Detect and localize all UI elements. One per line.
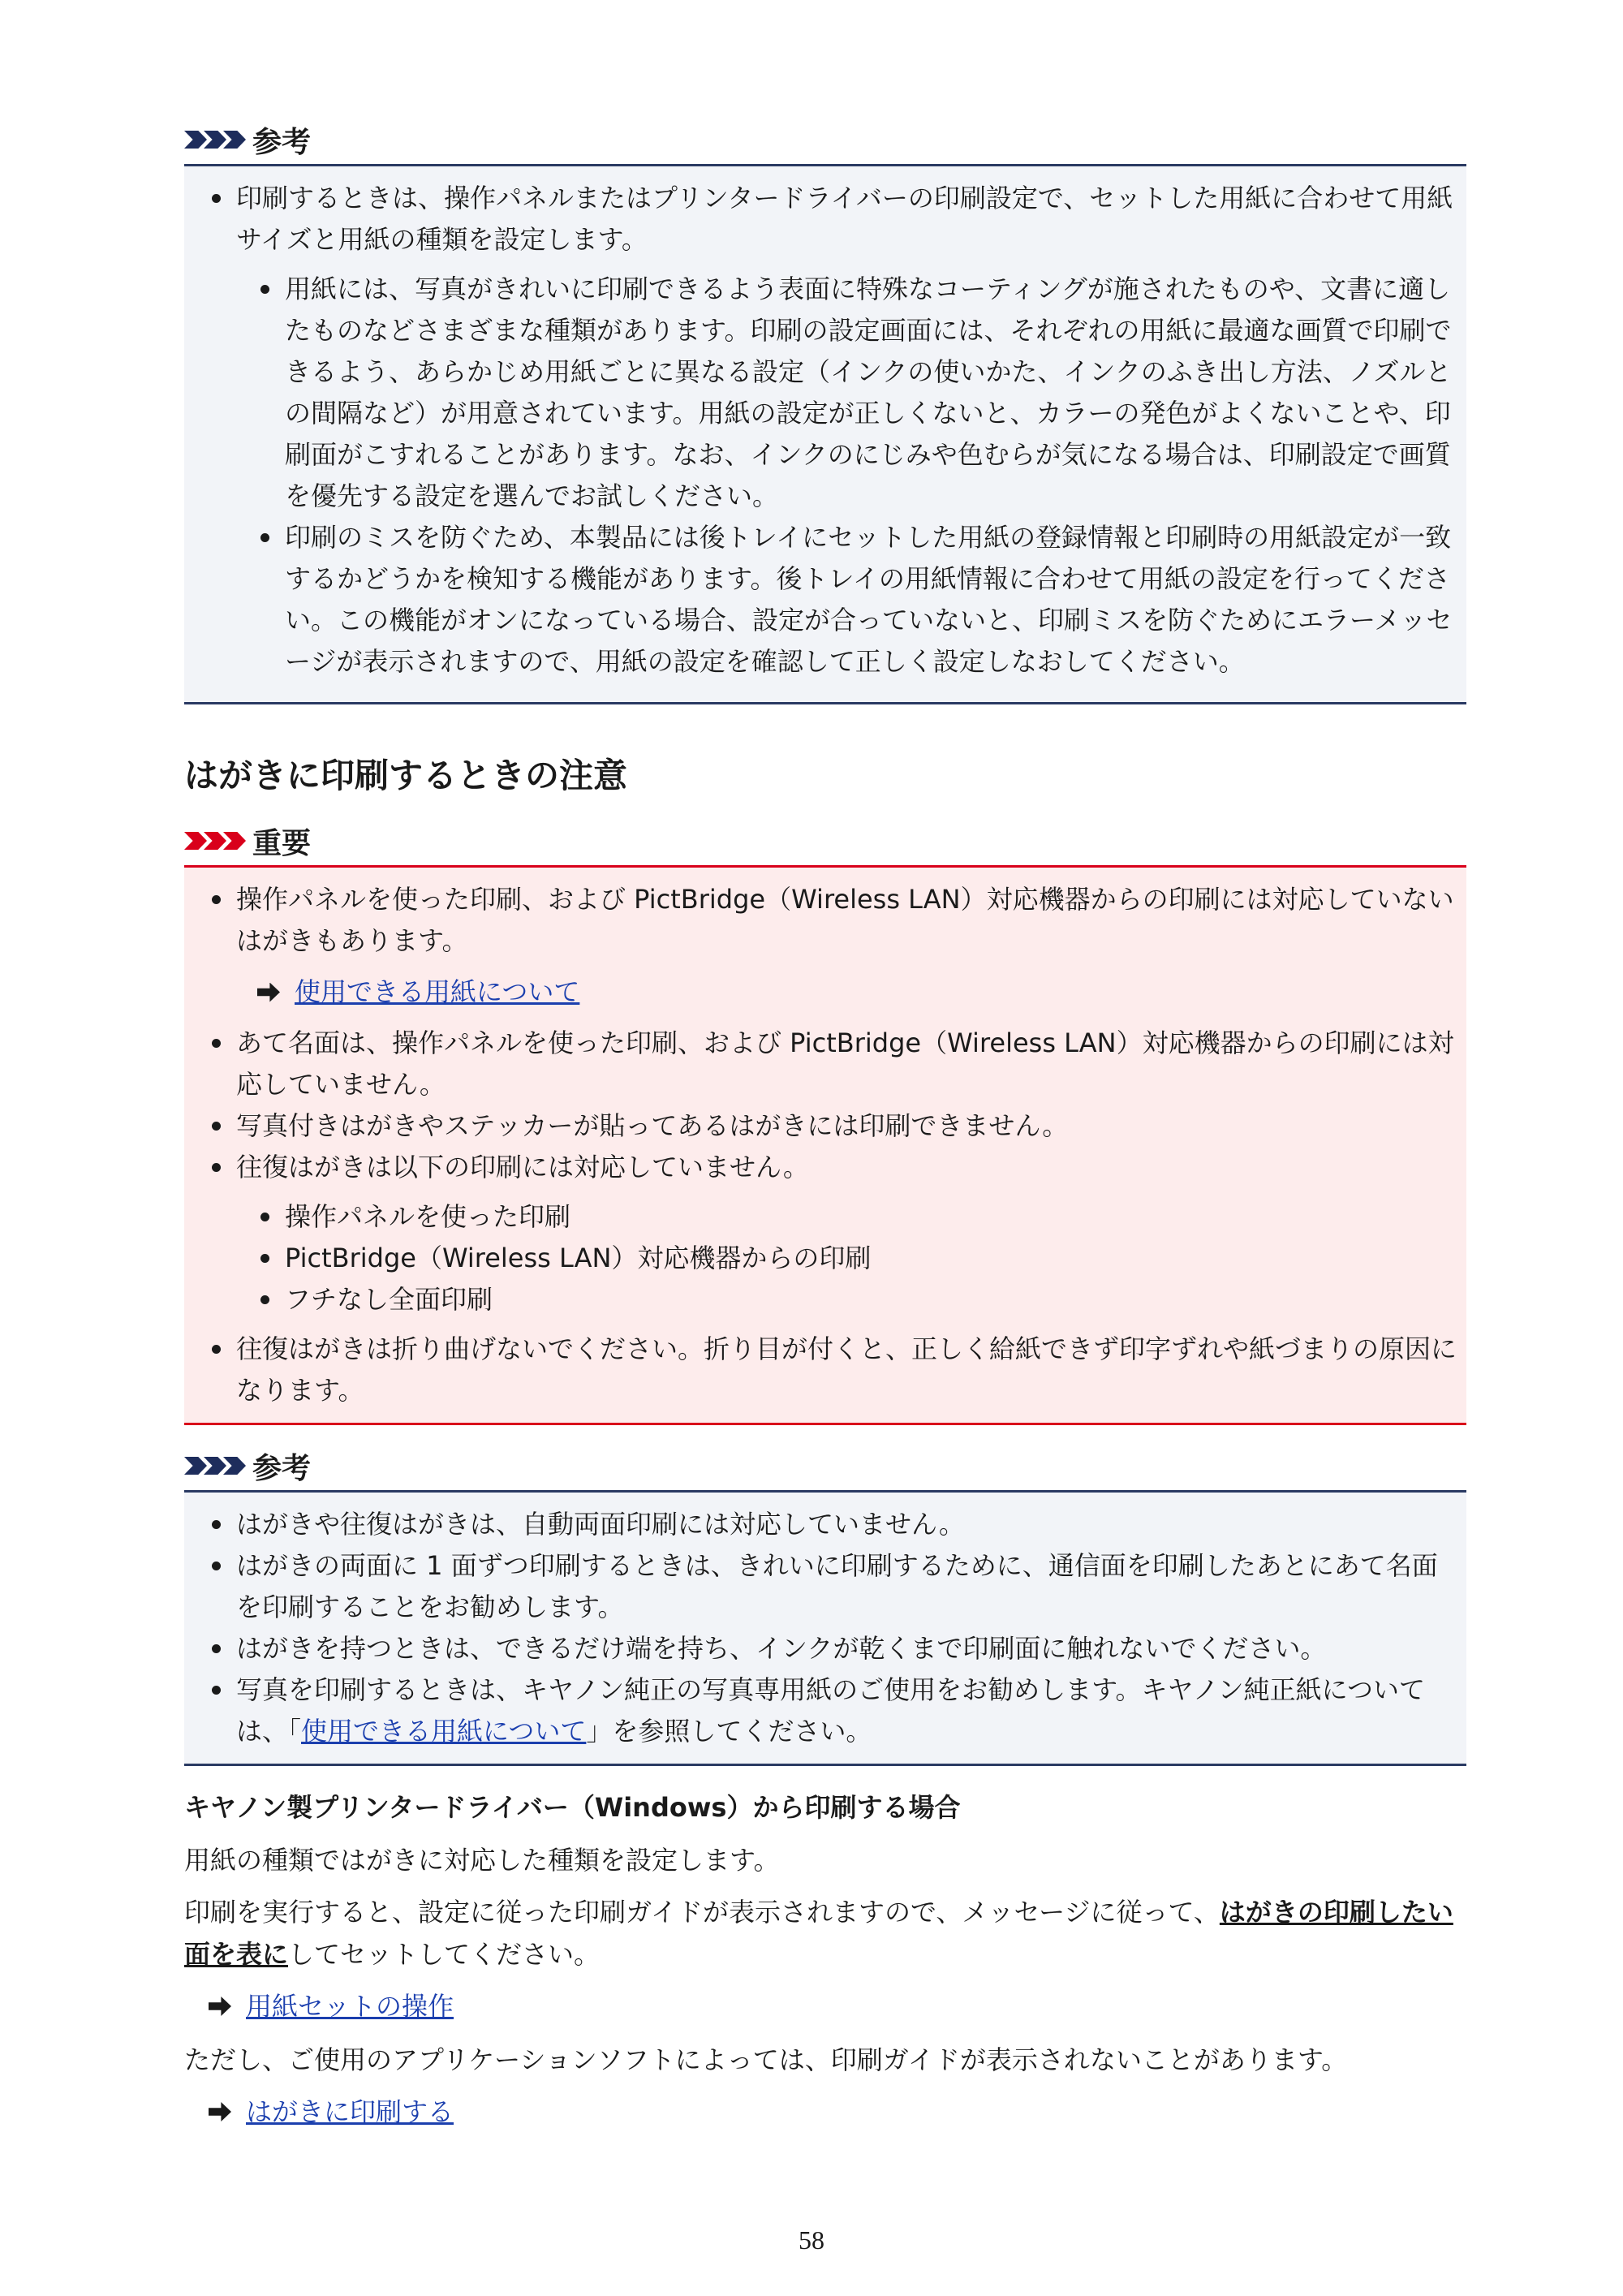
list-item: はがきの両面に 1 面ずつ印刷するときは、きれいに印刷するために、通信面を印刷したあとにあて名面を印刷することをお勧めします。: [209, 1545, 1457, 1628]
list-item: 用紙には、写真がきれいに印刷できるよう表面に特殊なコーティングが施されたものや、文書に適したものなどさまざまな種類があります。印刷の設定画面には、それぞれの用紙に最適な画質で印刷できるよう、あらかじめ用紙ごとに異なる設定（インクの使いかた、インクのふき出し方法、ノズルとの間隔など）が用意されています。用紙の設定が正しくないと、カラーの発色がよくないことや、印刷面がこすれることがあります。なお、インクのにじみや色むらが気になる場合は、印刷設定で画質を優先する設定を選んでお試しください。: [257, 269, 1457, 517]
list-item: 印刷のミスを防ぐため、本製品には後トレイにセットした用紙の登録情報と印刷時の用紙設定が一致するかどうかを検知する機能があります。後トレイの用紙情報に合わせて用紙の設定を行ってください。この機能がオンになっている場合、設定が合っていないと、印刷ミスを防ぐためにエラーメッセージが表示されますので、用紙の設定を確認して正しく設定しなおしてください。: [257, 517, 1457, 683]
list-item: はがきを持つときは、できるだけ端を持ち、インクが乾くまで印刷面に触れないでください。: [209, 1628, 1457, 1669]
paragraph: ただし、ご使用のアプリケーションソフトによっては、印刷ガイドが表示されないことがあります。: [184, 2044, 1348, 2075]
link-row: [184, 2091, 1466, 2133]
link-usable-paper[interactable]: 使用できる用紙について: [295, 976, 580, 1007]
note-title: 参考: [252, 125, 312, 159]
list-item: PictBridge（Wireless LAN）対応機器からの印刷: [257, 1238, 1457, 1279]
sub-heading: キヤノン製プリンタードライバー（Windows）から印刷する場合: [184, 1792, 961, 1823]
link-row: [209, 971, 1457, 1013]
list-item: 写真付きはがきやステッカーが貼ってあるはがきには印刷できません。: [209, 1105, 1457, 1147]
page-number: 58: [799, 2225, 824, 2255]
list-item: あて名面は、操作パネルを使った印刷、および PictBridge（Wireless LAN）対応機器からの印刷には対応していません。: [209, 1023, 1457, 1105]
text-span: 印刷を実行すると、設定に従った印刷ガイドが表示されますので、メッセージに従って、: [184, 1897, 1220, 1928]
list-item: 操作パネルを使った印刷、および PictBridge（Wireless LAN）対応機器からの印刷には対応していないはがきもあります。: [209, 879, 1457, 962]
text-span: してセットしてください。: [288, 1939, 601, 1970]
arrow-right-icon: [257, 983, 280, 1002]
section-title: はがきに印刷するときの注意: [184, 756, 628, 795]
important-title: 重要: [252, 826, 312, 860]
note-box: [184, 1490, 1466, 1766]
note-heading: [184, 1441, 1466, 1490]
list-item: [209, 1669, 1457, 1752]
note-title: 参考: [252, 1451, 312, 1485]
link-paper-set[interactable]: 用紙セットの操作: [246, 1991, 454, 2022]
text-span: 」を参照してください。: [586, 1716, 872, 1747]
list-item: 印刷するときは、操作パネルまたはプリンタードライバーの印刷設定で、セットした用紙に合わせて用紙サイズと用紙の種類を設定します。: [209, 178, 1457, 261]
important-heading: [184, 816, 1466, 865]
list-item: 往復はがきは以下の印刷には対応していません。: [209, 1147, 1457, 1188]
note-chevron-icon: [184, 1457, 243, 1475]
link-row: [184, 1985, 1466, 2027]
link-print-postcard[interactable]: はがきに印刷する: [246, 2096, 454, 2127]
link-usable-paper[interactable]: 使用できる用紙について: [301, 1716, 587, 1747]
paragraph: [184, 1891, 1466, 1975]
page-content: [184, 0, 1466, 2144]
arrow-right-icon: [209, 2102, 231, 2122]
important-chevron-icon: [184, 832, 243, 850]
important-box: [184, 865, 1466, 1425]
emphasis-text: はがきの印刷したい面を表に: [184, 1897, 1453, 1970]
list-item: 操作パネルを使った印刷: [257, 1196, 1457, 1238]
list-item: フチなし全面印刷: [257, 1279, 1457, 1320]
note-chevron-icon: [184, 131, 243, 149]
list-item: 往復はがきは折り曲げないでください。折り目が付くと、正しく給紙できず印字ずれや紙づまりの原因になります。: [209, 1329, 1457, 1411]
arrow-right-icon: [209, 1997, 231, 2016]
paragraph: 用紙の種類ではがきに対応した種類を設定します。: [184, 1845, 780, 1876]
text-span: 写真を印刷するときは、キヤノン純正の写真専用紙のご使用をお勧めします。キヤノン純正紙については、「: [236, 1674, 1425, 1747]
note-heading: [184, 115, 1466, 164]
list-item: はがきや往復はがきは、自動両面印刷には対応していません。: [209, 1504, 1457, 1545]
note-box: [184, 164, 1466, 704]
